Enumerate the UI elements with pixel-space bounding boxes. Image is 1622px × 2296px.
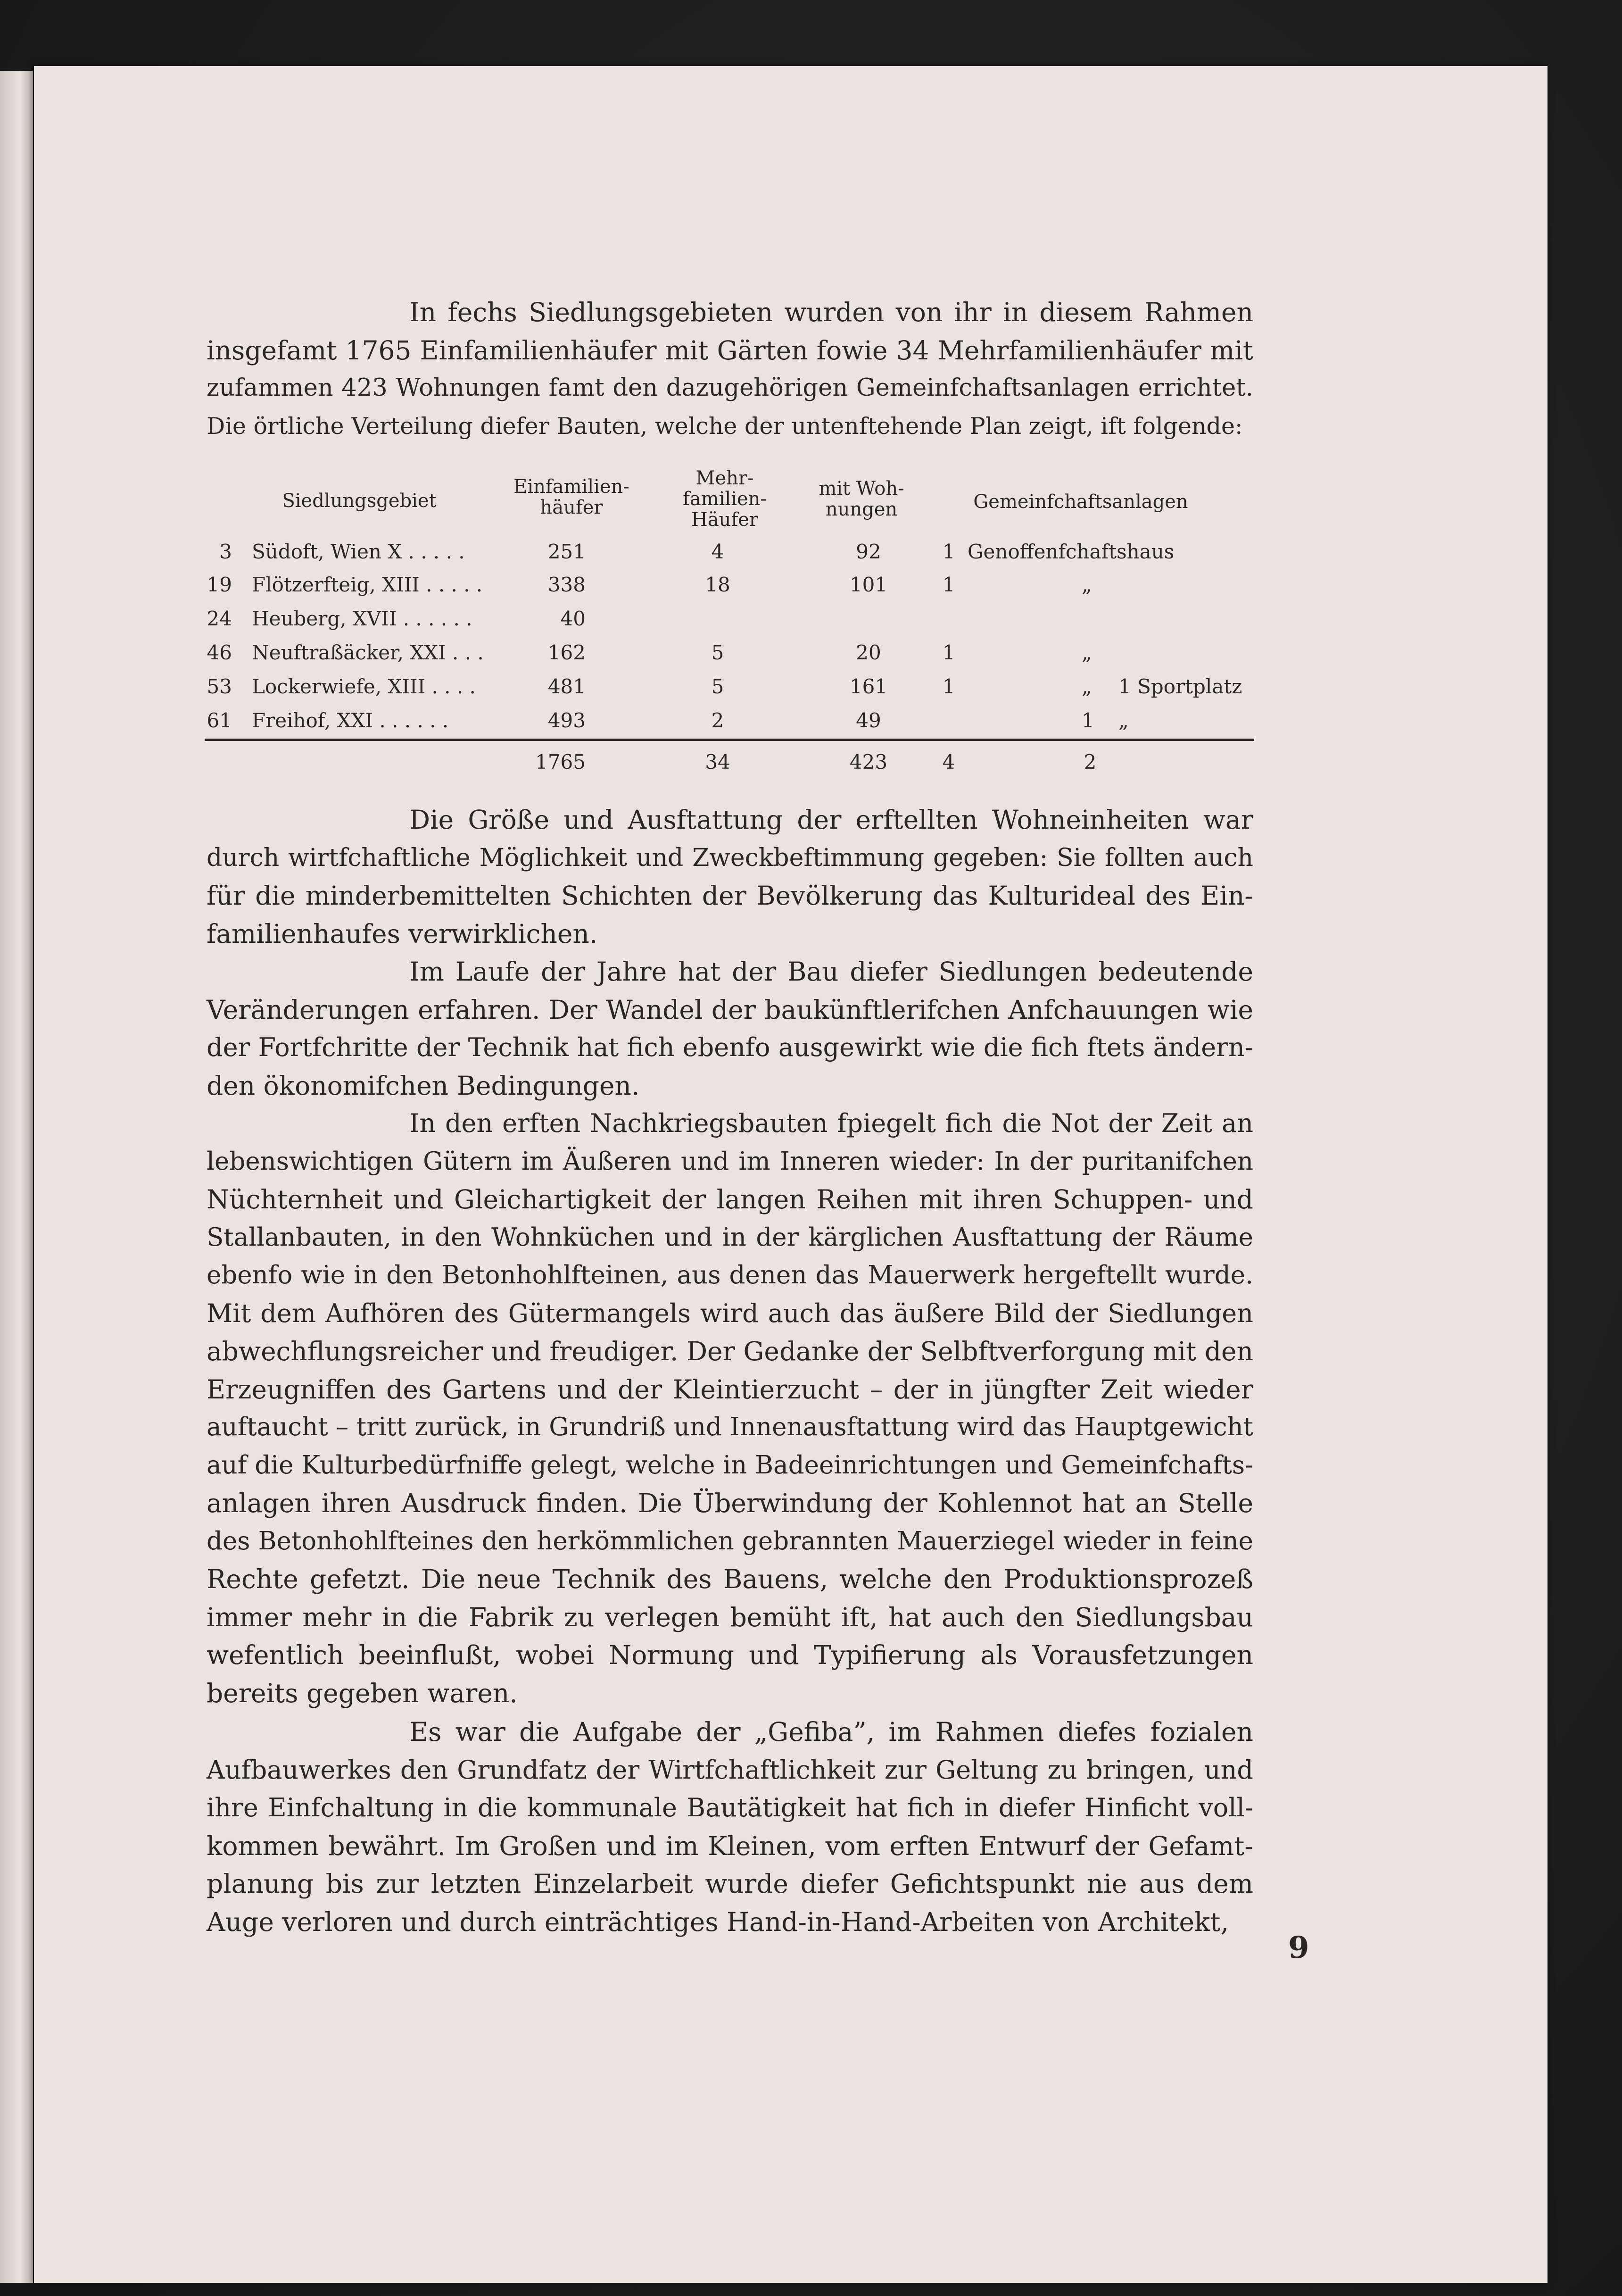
text-line: wefentlich beeinflußt, wobei Normung und Typifierung als Vorausfetzungen — [207, 1640, 1253, 1670]
row-gemeinschaft-2: 1 — [1082, 709, 1094, 732]
row-einfamilien: 481 — [547, 675, 586, 698]
row-gemeinschaft-1: 1 — [942, 540, 955, 563]
row-wohnungen: 49 — [856, 709, 881, 732]
row-mehrfamilien: 2 — [711, 709, 724, 732]
text-line: Mit dem Aufhören des Gütermangels wird auch das äußere Bild der Siedlungen — [207, 1298, 1253, 1328]
text-line: Erzeugniffen des Gartens und der Kleintierzucht – der in jüngfter Zeit wieder — [207, 1374, 1253, 1405]
row-gemeinschaft-1: 1 — [942, 675, 955, 698]
text-line: Aufbauwerkes den Grundfatz der Wirtfchaftlichkeit zur Geltung zu bringen, und — [207, 1755, 1253, 1785]
text-line: für die minderbemittelten Schichten der Bevölkerung das Kulturideal des Ein- — [207, 881, 1253, 911]
text-line: immer mehr in die Fabrik zu verlegen bemüht ift, hat auch den Siedlungsbau — [207, 1602, 1253, 1632]
row-mehrfamilien: 5 — [711, 641, 724, 664]
row-number: 61 — [207, 709, 232, 732]
row-number: 46 — [207, 641, 232, 664]
page-number: 9 — [1288, 1930, 1309, 1965]
row-wohnungen: 161 — [849, 675, 888, 698]
row-gemeinschaft-2: „ — [1082, 573, 1092, 596]
header-siedlungsgebiet: Siedlungsgebiet — [282, 490, 437, 512]
text-line: familienhaufes verwirklichen. — [207, 918, 598, 949]
text-line: In den erften Nachkriegsbauten fpiegelt fich die Not der Zeit an — [409, 1108, 1253, 1138]
row-gemeinschaft-3: 1 Sportplatz — [1118, 675, 1242, 698]
text-line: der Fortfchritte der Technik hat fich ebenfo ausgewirkt wie die fich ftets ändern- — [207, 1032, 1253, 1062]
row-number: 53 — [207, 675, 232, 698]
header-einfamilien-line1: Einfamilien- — [513, 476, 629, 498]
sum-rule — [205, 739, 1254, 741]
row-siedlungsgebiet: Heuberg, XVII . . . . . . — [252, 607, 472, 630]
row-einfamilien: 338 — [547, 573, 586, 596]
row-siedlungsgebiet: Südoft, Wien X . . . . . — [252, 540, 465, 563]
header-mehr-line2: familien- — [683, 488, 767, 510]
header-wohnungen-line1: mit Woh- — [819, 478, 904, 499]
row-siedlungsgebiet: Flötzerfteig, XIII . . . . . — [252, 573, 483, 596]
total-mehrfamilien: 34 — [705, 750, 730, 774]
row-einfamilien: 493 — [547, 709, 586, 732]
row-einfamilien: 251 — [547, 540, 586, 563]
text-line: bereits gegeben waren. — [207, 1678, 518, 1708]
row-gemeinschaft-3: „ — [1118, 709, 1129, 732]
text-line: In fechs Siedlungsgebieten wurden von ihr in diesem Rahmen — [409, 297, 1253, 327]
row-gemeinschaft-1: 1 — [942, 641, 955, 664]
text-line: Nüchternheit und Gleichartigkeit der langen Reihen mit ihren Schuppen- und — [207, 1184, 1253, 1215]
paragraph-laufe — [207, 953, 1253, 1105]
text-line: abwechflungsreicher und freudiger. Der Gedanke der Selbftverforgung mit den — [207, 1336, 1253, 1366]
row-number: 3 — [219, 540, 232, 563]
row-wohnungen: 92 — [856, 540, 881, 563]
total-wohnungen: 423 — [849, 750, 888, 774]
text-line: Auge verloren und durch einträchtiges Hand-in-Hand-Arbeiten von Architekt, — [207, 1906, 1229, 1937]
paragraph-groesse — [207, 801, 1253, 953]
text-line: auftaucht – tritt zurück, in Grundriß und Innenausftattung wird das Hauptgewicht — [207, 1413, 1253, 1441]
text-line: zufammen 423 Wohnungen famt den dazugehörigen Gemeinfchaftsanlagen errichtet. — [207, 374, 1253, 402]
row-gemeinschaft-2: „ — [1082, 641, 1092, 664]
text-line: Die örtliche Verteilung diefer Bauten, welche der untenftehende Plan zeigt, ift folgende: — [207, 412, 1243, 440]
text-line: des Betonhohlfteines den herkömmlichen gebrannten Mauerziegel wieder in feine — [207, 1526, 1253, 1556]
row-number: 24 — [207, 607, 232, 630]
text-line: kommen bewährt. Im Großen und im Kleinen, vom erften Entwurf der Gefamt- — [207, 1830, 1253, 1861]
row-einfamilien: 40 — [560, 607, 586, 630]
row-gemeinschaft-2: Genoffenfchaftshaus — [968, 540, 1175, 563]
row-number: 19 — [207, 573, 232, 596]
total-gemeinschaft-2: 2 — [1084, 750, 1097, 774]
paragraph-gesiba — [207, 1713, 1253, 1941]
row-siedlungsgebiet: Neuftraßäcker, XXI . . . — [252, 641, 484, 664]
total-gemeinschaft-1: 4 — [942, 750, 955, 774]
text-line: Stallanbauten, in den Wohnküchen und in der kärglichen Ausftattung der Räume — [207, 1223, 1253, 1252]
header-wohnungen-line2: nungen — [825, 499, 898, 520]
text-line: ebenfo wie in den Betonhohlfteinen, aus denen das Mauerwerk hergeftellt wurde. — [207, 1261, 1253, 1289]
text-line: anlagen ihren Ausdruck finden. Die Überwindung der Kohlennot hat an Stelle — [207, 1488, 1253, 1518]
text-line: durch wirtfchaftliche Möglichkeit und Zweckbeftimmung gegeben: Sie follten auch — [207, 843, 1253, 872]
text-line: planung bis zur letzten Einzelarbeit wurde diefer Gefichtspunkt nie aus dem — [207, 1869, 1253, 1899]
text-line: auf die Kulturbedürfniffe gelegt, welche in Badeeinrichtungen und Gemeinfchafts- — [207, 1450, 1253, 1480]
settlement-table — [34, 66, 1548, 868]
document-page — [34, 66, 1548, 2283]
text-line: Veränderungen erfahren. Der Wandel der baukünftlerifchen Anfchauungen wie — [207, 994, 1253, 1025]
text-line: Im Laufe der Jahre hat der Bau diefer Siedlungen bedeutende — [409, 957, 1253, 987]
row-mehrfamilien: 4 — [711, 540, 724, 563]
row-mehrfamilien: 5 — [711, 675, 724, 698]
paragraph-nachkriegsbauten — [207, 1105, 1253, 1712]
row-siedlungsgebiet: Freihof, XXI . . . . . . — [252, 709, 449, 732]
row-gemeinschaft-1: 1 — [942, 573, 955, 596]
text-line: insgefamt 1765 Einfamilienhäufer mit Gärten fowie 34 Mehrfamilienhäufer mit — [207, 335, 1253, 366]
text-line: Es war die Aufgabe der „Gefiba”, im Rahmen diefes fozialen — [409, 1717, 1253, 1747]
row-einfamilien: 162 — [547, 641, 586, 664]
row-gemeinschaft-2: „ — [1082, 675, 1092, 698]
row-wohnungen: 20 — [856, 641, 881, 664]
header-einfamilien-line2: häufer — [540, 497, 603, 518]
text-line: ihre Einfchaltung in die kommunale Bautätigkeit hat fich in diefer Hinficht voll- — [207, 1793, 1253, 1822]
row-siedlungsgebiet: Lockerwiefe, XIII . . . . — [252, 675, 476, 698]
text-line: Rechte gefetzt. Die neue Technik des Bauens, welche den Produktionsprozeß — [207, 1564, 1253, 1594]
text-line: Die Größe und Ausftattung der erftellten Wohneinheiten war — [409, 805, 1253, 835]
text-line: den ökonomifchen Bedingungen. — [207, 1070, 640, 1101]
adjacent-page-edge — [0, 71, 33, 2283]
header-mehr-line1: Mehr- — [695, 467, 754, 489]
row-mehrfamilien: 18 — [705, 573, 730, 596]
text-line: lebenswichtigen Gütern im Äußeren und im Inneren wieder: In der puritanifchen — [207, 1147, 1253, 1176]
row-wohnungen: 101 — [849, 573, 888, 596]
header-gemeinschaftsanlagen: Gemeinfchaftsanlagen — [973, 491, 1188, 513]
total-einfamilien: 1765 — [535, 750, 586, 774]
header-mehr-line3: Häufer — [691, 509, 759, 531]
